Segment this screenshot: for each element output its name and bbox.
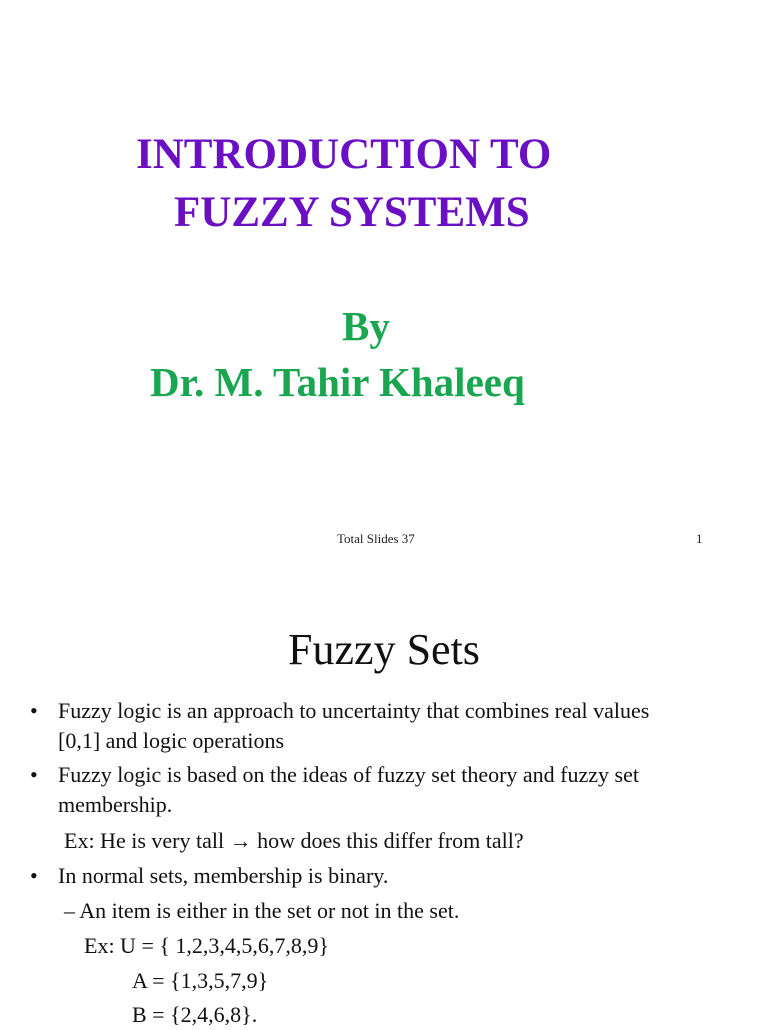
bullet-2-line-1: Fuzzy logic is based on the ideas of fuzzy set theory and fuzzy set (58, 762, 639, 787)
page-number: 1 (696, 531, 703, 546)
slide-title-line-2: FUZZY SYSTEMS (174, 189, 530, 236)
bullet-marker: • (30, 762, 38, 787)
fuzzy-sets-slide (0, 576, 768, 1027)
total-slides-footer: Total Slides 37 (337, 531, 415, 546)
bullet-2-line-2: membership. (58, 792, 173, 817)
example-very-tall: Ex: He is very tall → how does this differ from tall? (64, 828, 524, 853)
set-a: A = {1,3,5,7,9} (132, 968, 269, 993)
example-universe-set: Ex: U = { 1,2,3,4,5,6,7,8,9} (84, 933, 329, 958)
by-label: By (342, 303, 390, 349)
bullet-3: In normal sets, membership is binary. (58, 863, 389, 888)
slide-title-line-1: INTRODUCTION TO (136, 131, 552, 178)
bullet-marker: • (30, 698, 38, 723)
slide-title: Fuzzy Sets (288, 625, 480, 674)
bullet-marker: • (30, 863, 38, 888)
sub-bullet: – An item is either in the set or not in the set. (64, 898, 460, 923)
bullet-1-line-1: Fuzzy logic is an approach to uncertainty that combines real values (58, 698, 650, 723)
set-b: B = {2,4,6,8}. (132, 1002, 258, 1027)
author-name: Dr. M. Tahir Khaleeq (150, 359, 525, 405)
bullet-1-line-2: [0,1] and logic operations (58, 728, 285, 753)
